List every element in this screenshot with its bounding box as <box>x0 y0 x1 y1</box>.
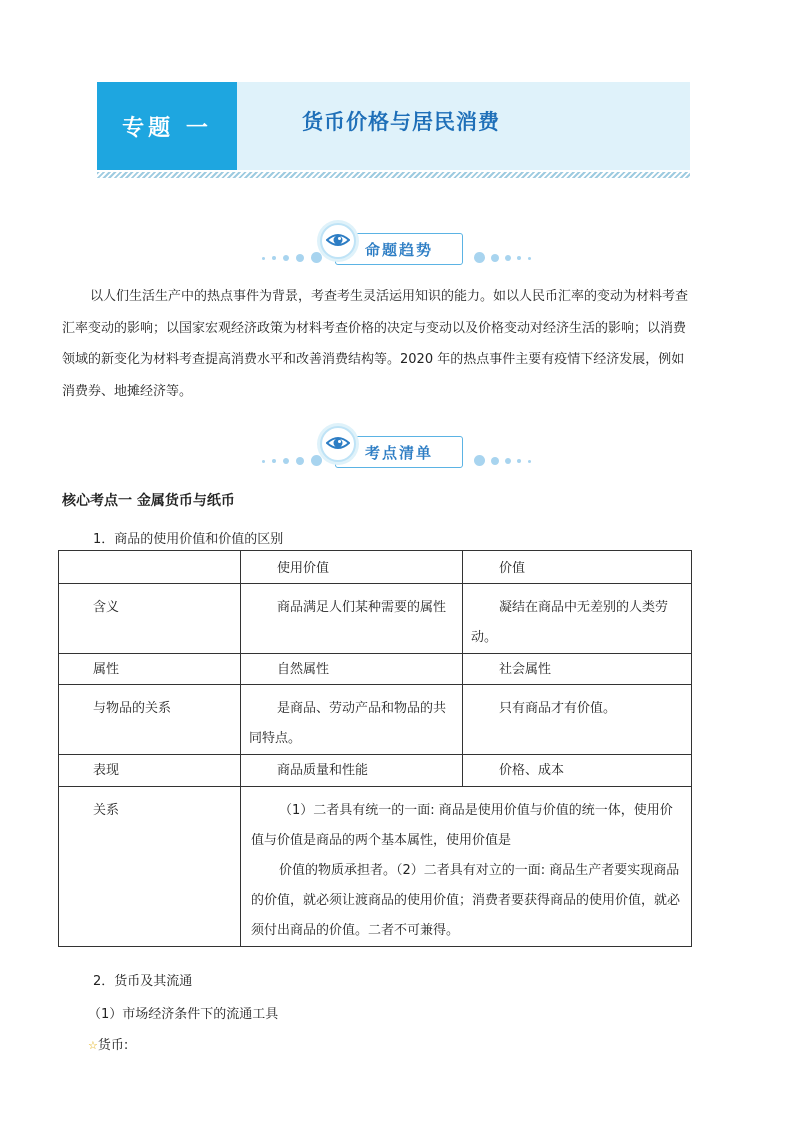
banner-divider <box>97 172 690 178</box>
column-header: 使用价值 <box>277 561 330 576</box>
table-row <box>59 685 692 755</box>
star-icon: ☆ <box>88 1039 98 1052</box>
intro-paragraph <box>62 281 690 407</box>
topic-banner <box>97 82 690 170</box>
topic-title: 货币价格与居民消费 <box>302 109 500 134</box>
topic-tag <box>97 82 237 170</box>
intro-line: 消费券、地摊经济等。 <box>62 383 193 399</box>
table-cell: 商品满足人们某种需要的属性 <box>277 600 447 615</box>
core-heading: 核心考点一 金属货币与纸币 <box>62 493 235 509</box>
section-label-trend: 命题趋势 <box>335 233 463 265</box>
intro-line: 以人们生活生产中的热点事件为背景，考查考生灵活运用知识的能力。如以人民币汇率的变动为材料考查 <box>90 289 689 304</box>
intro-line: 领域的新变化为材料考查提高消费水平和改善消费结构等。2020 年的热点事件主要有疫情下经济发展，例如 <box>62 352 685 367</box>
row-label: 表现 <box>93 763 120 778</box>
section-header-list <box>0 423 794 473</box>
item-heading-2: 2．货币及其流通 <box>93 974 193 989</box>
relation-cell: （1）二者具有统一的一面: 商品是使用价值与价值的统一体，使用价值与价值是商品的两个基本属性，使用价值是 价值的物质承担者。（2）二者具有对立的一面: 商品生产者要实现商品的价值，就必须让渡商品的使用价值；消费者要获得商品的使用价值，就必须付出商品的价值。二者不可兼得。 <box>251 803 681 938</box>
table-row <box>59 584 692 654</box>
table-row <box>59 654 692 685</box>
table-cell: 价格、成本 <box>499 763 565 778</box>
section-label-list: 考点清单 <box>335 436 463 468</box>
table-cell: 自然属性 <box>277 662 330 677</box>
row-label: 关系 <box>93 803 120 818</box>
table-cell: 社会属性 <box>499 662 552 677</box>
table-row <box>59 755 692 787</box>
table-cell: 凝结在商品中无差别的人类劳动。 <box>471 600 669 645</box>
item-heading-2-1: （1）市场经济条件下的流通工具 <box>88 1007 279 1022</box>
row-label: 含义 <box>93 600 120 615</box>
column-header: 价值 <box>499 561 526 576</box>
table-header-row <box>59 551 692 584</box>
table-row <box>59 787 692 947</box>
table-cell: 是商品、劳动产品和物品的共同特点。 <box>249 701 447 746</box>
table-cell: 只有商品才有价值。 <box>499 701 617 716</box>
row-label: 与物品的关系 <box>93 701 172 716</box>
eye-icon <box>320 426 356 462</box>
item-heading-1: 1．商品的使用价值和价值的区别 <box>93 532 284 547</box>
intro-line: 汇率变动的影响；以国家宏观经济政策为材料考查价格的决定与变动以及价格变动对经济生活的影响；以消费 <box>62 320 687 336</box>
row-label: 属性 <box>93 662 120 677</box>
comparison-table <box>58 550 692 947</box>
table-cell: 商品质量和性能 <box>277 763 369 778</box>
eye-icon <box>320 223 356 259</box>
section-header-trend <box>0 220 794 270</box>
topic-tag-text: 专题 一 <box>122 114 212 141</box>
star-item: ☆货币: <box>88 1038 129 1053</box>
